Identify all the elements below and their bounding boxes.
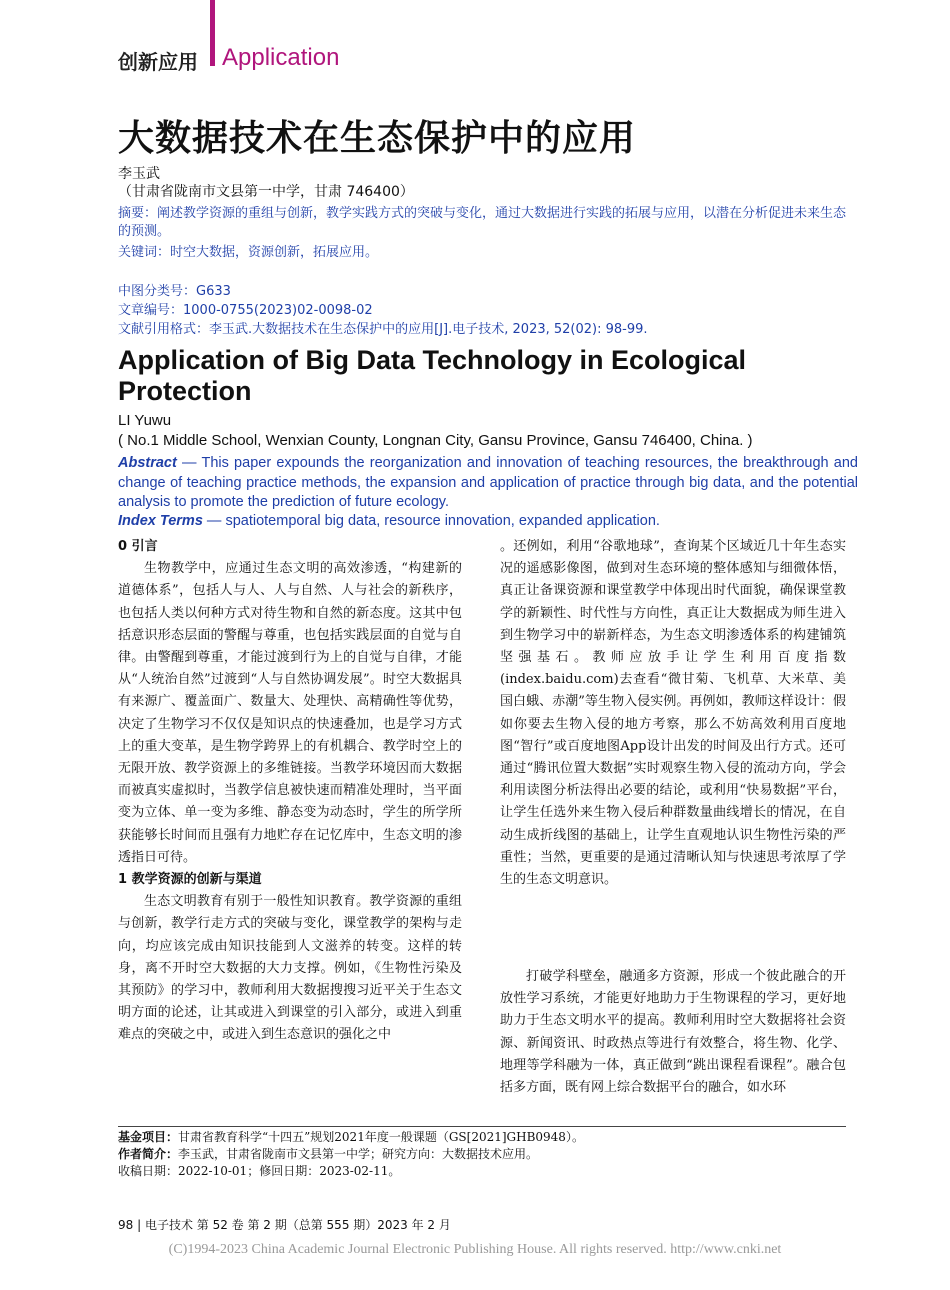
abstract-cn — [118, 205, 858, 241]
abstract-en-text: This paper expounds the reorganization and innovation of teaching resources, the breakthrough and change of teaching practice methods, the expansion and application of practice through big data, and the potential analysis to promote the prediction of future ecology. — [118, 455, 858, 510]
paragraph-text: 。还例如，利用“谷歌地球”，查询某个区域近几十年生态实况的遥感影像图，做到对生态环境的整体感知与细微体悟，真正让备课资源和课堂教学中体现出时代面貌，确保课堂教学的新颖性、时代性与方向性，真正让大数据成为师生进入到生物学习中的崭新样态，为生态文明渗透体系的构建铺筑坚强基石。教师应放手让学生利用百度指数(index.baidu.com)去查看“微甘菊、飞机草、大米草、美国白蛾、赤潮”等生物入侵实例。再例如，教师这样设计：假如你要去生物入侵的地方考察，那么不妨高效利用百度地图“智行”或百度地图App设计出发的时间及出行方式。还可通过“腾讯位置大数据”实时观察生物入侵的流动方向，学会利用读图分析法得出必要的结论，或利用“快易数据”平台，让学生任选外来生物入侵后种群数量曲线增长的情况，在自动生成折线图的基础上，让学生直观地认识生物性污染的严重性；当然，更重要的是通过清晰认知与快速思考浓厚了学生的生态文明意识。 — [500, 539, 846, 888]
copyright-watermark: (C)1994-2023 China Academic Journal Electronic Publishing House. All rights reserved. http://www.cnki.net — [168, 1242, 782, 1257]
article-number-label: 文章编号： — [118, 303, 184, 318]
keywords-en-dash: — — [202, 513, 226, 529]
footnote-fund-label: 基金项目： — [118, 1130, 179, 1144]
body-column-right — [500, 536, 846, 1099]
footnote-author — [118, 1146, 538, 1163]
classification-label: 中图分类号： — [118, 284, 197, 299]
citation — [118, 321, 648, 339]
abstract-en-label: Abstract — [118, 455, 177, 471]
footnote-fund — [118, 1129, 584, 1146]
page-title-en: Application of Big Data Technology in Ecological Protection — [118, 345, 747, 406]
keywords-cn — [118, 244, 858, 262]
abstract-en-dash: — — [176, 455, 202, 471]
author-cn: 李玉武 — [118, 166, 160, 182]
section-label-cn: 创新应用 — [118, 50, 198, 74]
author-en: LI Yuwu — [118, 412, 172, 429]
body-column-left — [118, 536, 462, 1068]
header-accent-bar — [210, 0, 215, 66]
paragraph — [118, 891, 462, 1068]
citation-label: 文献引用格式： — [118, 322, 210, 337]
page-footer: 98 | 电子技术 第 52 卷 第 2 期（总第 555 期）2023 年 2 月 — [118, 1218, 451, 1232]
keywords-cn-label: 关键词： — [118, 245, 171, 260]
classification-value: G633 — [196, 284, 231, 299]
paragraph: 生物教学中，应通过生态文明的高效渗透，“构建新的道德体系”，包括人与人、人与自然、人与社会的新秩序，也包括人类以何种方式对待生物和自然的新态度。这其中包括意识形态层面的警醒与尊重，也包括实践层面的自觉与自律。由警醒到尊重，才能过渡到行为上的自觉与自律，才能从“人统治自然”过渡到“人与自然协调发展”。时空大数据具有来源广、覆盖面广、数量大、处理快、高精确性等优势，决定了生物学习不仅仅是知识点的快速叠加，也是学习方式上的重大变革，是生物学跨界上的有机耦合、教学时空上的无限开放、教学资源上的多维链接。当教学环境因而大数据而被真实虚拟时，当教学信息被快速而精准处理时，当平面变为立体、单一变为多维、静态变为动态时，学生的所学所获能够长时间而且强有力地贮存在记忆库中，生态文明的渗透指日可待。 — [118, 561, 462, 865]
affiliation-en: ( No.1 Middle School, Wenxian County, Longnan City, Gansu Province, Gansu 746400, China. ) — [118, 432, 753, 449]
abstract-cn-label: 摘要： — [118, 206, 158, 221]
affiliation-cn: （甘肃省陇南市文县第一中学，甘肃 746400） — [118, 184, 414, 200]
footnote-dates: 收稿日期：2022-10-01；修回日期：2023-02-11。 — [118, 1164, 401, 1178]
classification — [118, 283, 231, 301]
paragraph: 打破学科壁垒，融通多方资源，形成一个彼此融合的开放性学习系统，才能更好地助力于生物课程的学习，更好地助力于生态文明水平的提高。教师利用时空大数据将社会资源、新闻资讯、时政热点等进行有效整合，将生物、化学、地理等学科融为一体，真正做到“跳出课程看课程”。融合包括多方面，既有网上综合数据平台的融合，如水环 — [500, 969, 846, 1096]
article-number — [118, 302, 373, 320]
keywords-en-label: Index Terms — [118, 513, 203, 529]
abstract-cn-text: 阐述教学资源的重组与创新，教学实践方式的突破与变化，通过大数据进行实践的拓展与应用，以潜在分析促进未来生态的预测。 — [118, 206, 847, 239]
keywords-en — [118, 512, 858, 532]
keywords-cn-text: 时空大数据，资源创新，拓展应用。 — [170, 245, 379, 260]
article-number-value: 1000-0755(2023)02-0098-02 — [183, 303, 373, 318]
paragraph-text: 生态文明教育有别于一般性知识教育。教学资源的重组与创新，教学行走方式的突破与变化，课堂教学的架构与走向，均应该完成由知识技能到人文滋养的转变。这样的转身，离不开时空大数据的大力支撑。例如，《生物性污染及其预防》的学习中，教师利用大数据搜搜习近平关于生态文明方面的论述，让其或进入到课堂的引入部分，或进入到重难点的突破之中，或进入到生态意识的强化之中 — [118, 894, 462, 1043]
footnote-fund-text: 甘肃省教育科学“十四五”规划2021年度一般课题（GS[2021]GHB0948）。 — [178, 1130, 584, 1144]
citation-value: 李玉武.大数据技术在生态保护中的应用[J].电子技术, 2023, 52(02): 98-99. — [209, 322, 648, 337]
section-label-en: Application — [222, 44, 340, 71]
page-title-cn: 大数据技术在生态保护中的应用 — [118, 118, 637, 159]
section-heading: 1 教学资源的创新与渠道 — [118, 872, 262, 888]
footnote-author-label: 作者简介： — [118, 1147, 179, 1161]
footnote-divider — [118, 1126, 846, 1127]
footnote-author-text: 李玉武，甘肃省陇南市文县第一中学；研究方向：大数据技术应用。 — [178, 1147, 539, 1161]
section-heading: 0 引言 — [118, 539, 158, 554]
paragraph-continued — [500, 536, 846, 958]
keywords-en-text: spatiotemporal big data, resource innovation, expanded application. — [225, 513, 660, 529]
abstract-en — [118, 454, 858, 513]
